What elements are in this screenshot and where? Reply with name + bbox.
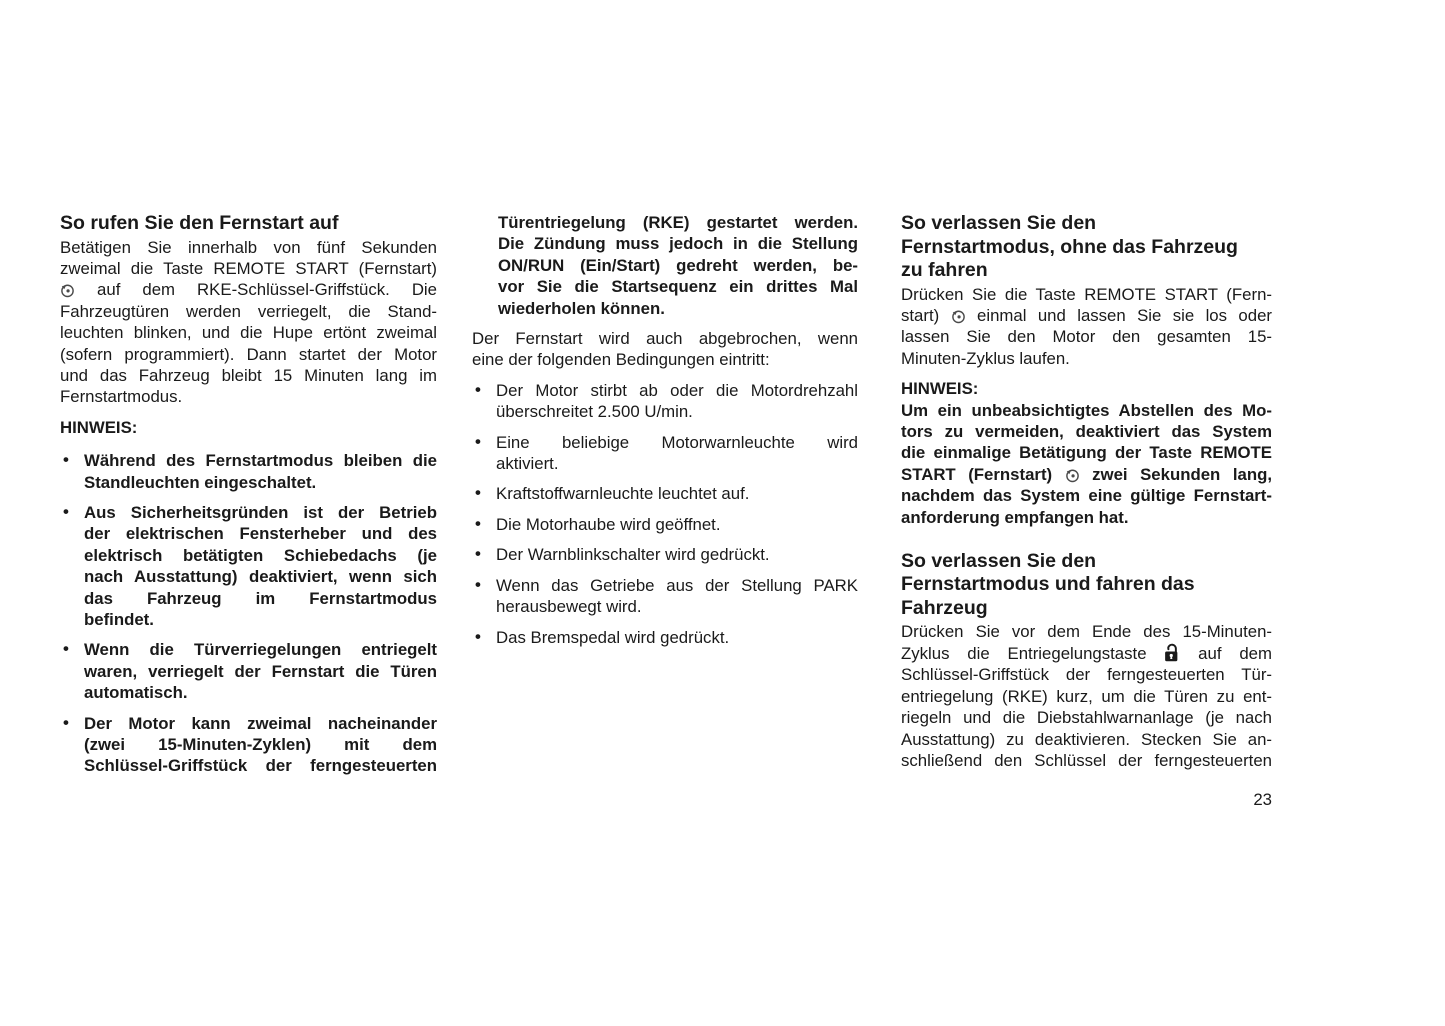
text-line: nachdem das System eine gültige Fernstart- [901,486,1272,506]
paragraph [901,284,1272,370]
text-line: und das Fahrzeug bleibt 15 Minuten lang im [60,365,437,385]
text-line: waren, verriegelt der Fernstart die Türen [84,661,437,681]
text-line: START (Fernstart) zwei Sekunden lang, [901,464,1272,484]
paragraph [901,400,1272,528]
text-line: Fahrzeug [901,596,988,619]
bullet-marker: • [63,501,69,521]
remote-start-icon [951,309,966,324]
text-line: ON/RUN (Ein/Start) gedreht werden, be- [498,255,858,275]
remote-start-icon [1065,468,1080,483]
bullet-marker: • [475,431,481,451]
text-line: Schlüssel-Griffstück der ferngesteuerten [84,756,437,776]
bullet-marker: • [475,483,481,503]
text-line: Fernstartmodus und fahren das [901,573,1195,596]
text-line: Wenn die Türverriegelungen entriegelt [84,640,437,660]
paragraph [60,237,437,408]
text-line: lassen Sie den Motor den gesamten 15- [901,327,1272,347]
text-line: anforderung empfangen hat. [901,507,1129,527]
text-line: So rufen Sie den Fernstart auf [60,212,339,234]
text-line: Minuten-Zyklus laufen. [901,348,1070,368]
section-heading [901,212,1272,283]
text-line: So verlassen Sie den [901,549,1097,572]
paragraph [498,212,858,319]
text-line: Der Warnblinkschalter wird gedrückt. [496,545,770,565]
text-line: Die Motorhaube wird geöffnet. [496,514,721,534]
text-line: Schlüssel-Griffstück der ferngesteuerten Tür- [901,665,1272,685]
text-line: Ausstattung) zu deaktivieren. Stecken Sie an- [901,729,1272,749]
paragraph [472,328,858,371]
text-line: Drücken Sie die Taste REMOTE START (Fern- [901,284,1272,304]
column-right [901,212,1272,771]
section-heading [60,212,437,236]
bullet-marker: • [475,544,481,564]
text-line: Türentriegelung (RKE) gestartet werden. [498,213,858,232]
text-line: zweimal die Taste REMOTE START (Fernstart) [60,258,437,278]
text-line: Fernstartmodus. [60,387,183,407]
text-line: So verlassen Sie den [901,212,1097,234]
text-line: automatisch. [84,683,188,703]
text-line: zu fahren [901,259,988,281]
bullet-item [60,713,437,777]
text-line: riegeln und die Diebstahlwarnanlage (je nach [901,708,1272,728]
text-line: Betätigen Sie innerhalb von fünf Sekunden [60,237,437,257]
section-heading [901,550,1272,621]
text-line: Aus Sicherheitsgründen ist der Betrieb [84,502,437,522]
bullet-marker: • [63,712,69,732]
text-line: Kraftstoffwarnleuchte leuchtet auf. [496,484,750,504]
text-line: vor Sie die Startsequenz ein drittes Mal [498,277,858,297]
text-line: Während des Fernstartmodus bleiben die [84,451,437,471]
text-line: der elektrischen Fensterheber und des [84,524,437,544]
text-line: wiederholen können. [498,298,665,318]
text-line: aktiviert. [496,454,559,474]
bullet-marker: • [63,450,69,470]
text-line: das Fahrzeug im Fernstartmodus [84,588,437,608]
note-label [60,417,437,438]
text-line: Fahrzeugtüren werden verriegelt, die Stand- [60,301,437,321]
text-line: (sofern programmiert). Dann startet der Motor [60,344,437,364]
text-line: herausbewegt wird. [496,597,642,617]
text-line: Eine beliebige Motorwarnleuchte wird [496,432,858,452]
bullet-item [472,575,858,618]
bullet-marker: • [475,379,481,399]
bullet-item [472,483,858,504]
text-line: Standleuchten eingeschaltet. [84,472,317,492]
text-line: Der Motor kann zweimal nacheinander [84,713,437,733]
text-line: Zyklus die Entriegelungstaste auf dem [901,643,1272,663]
bullet-item [472,514,858,535]
bullet-item [472,432,858,475]
text-line: start) einmal und lassen Sie sie los oder [901,305,1273,325]
bullet-item [60,450,437,493]
text-line: Der Motor stirbt ab oder die Motordrehzahl [496,380,858,400]
text-line: eine der folgenden Bedingungen eintritt: [472,350,770,370]
text-line: Die Zündung muss jedoch in die Stellung [498,234,858,254]
text-line: tors zu vermeiden, deaktiviert das System [901,421,1272,441]
note-label [901,378,1272,399]
bullet-marker: • [475,574,481,594]
text-line: auf dem RKE-Schlüssel-Griffstück. Die [60,279,437,300]
text-line: Wenn das Getriebe aus der Stellung PARK [496,575,858,595]
text-line: befindet. [84,610,154,629]
text-line: die einmalige Betätigung der Taste REMOTE [901,443,1272,463]
page-number: 23 [1253,790,1272,809]
unlock-icon [1164,643,1180,662]
text-line: Das Bremspedal wird gedrückt. [496,627,730,647]
bullet-item [60,639,437,703]
bullet-item [472,627,858,648]
text-line: HINWEIS: [60,417,138,437]
bullet-marker: • [475,513,481,533]
text-line: HINWEIS: [901,379,979,399]
column-middle [472,212,858,648]
bullet-marker: • [475,626,481,646]
remote-start-icon [60,283,75,298]
text-line: Der Fernstart wird auch abgebrochen, wenn [472,329,858,349]
text-line: nach Ausstattung) deaktiviert, wenn sich [84,567,437,587]
text-line: leuchten blinken, und die Hupe ertönt zweimal [60,323,437,343]
bullet-item [472,544,858,565]
text-line: (zwei 15-Minuten-Zyklen) mit dem [84,735,437,755]
text-line: elektrisch betätigten Schiebedachs (je [84,545,437,565]
text-line: entriegelung (RKE) kurz, um die Türen zu ent- [901,686,1272,706]
text-line: schließend den Schlüssel der ferngesteuerten [901,750,1272,770]
text-line: überschreitet 2.500 U/min. [496,402,693,422]
text-line: Um ein unbeabsichtigtes Abstellen des Mo- [901,400,1272,420]
paragraph [901,621,1272,771]
bullet-item [472,380,858,423]
bullet-marker: • [63,639,69,659]
column-left [60,212,437,777]
text-line: Fernstartmodus, ohne das Fahrzeug [901,235,1238,258]
bullet-item [60,502,437,630]
text-line: Drücken Sie vor dem Ende des 15-Minuten- [901,622,1272,642]
